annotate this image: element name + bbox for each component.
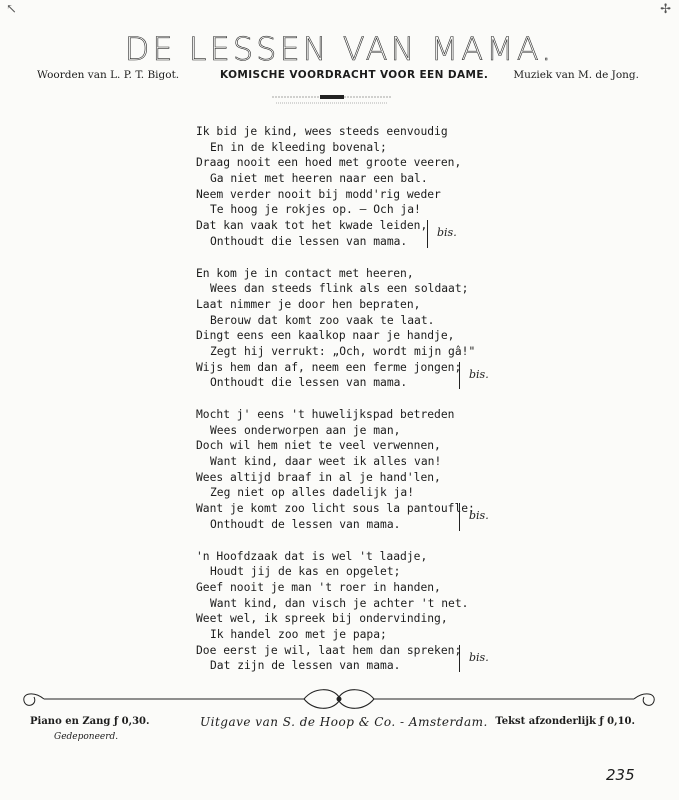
poem-line: Zegt hij verrukt: „Och, wordt mijn gâ!" xyxy=(210,344,476,358)
price-text: Tekst afzonderlijk ƒ 0,10. xyxy=(495,716,635,727)
poem-line: Doch wil hem niet te veel verwennen, xyxy=(196,439,441,453)
poem-line: Weet wel, ik spreek bij ondervinding, xyxy=(196,612,448,626)
deposited-mark: Gedeponeerd. xyxy=(54,732,119,742)
poem-line: Want kind, dan visch je achter 't net. xyxy=(210,596,469,610)
poem-line: Houdt jij de kas en opgelet; xyxy=(210,565,401,579)
corner-mark-right: ✢ xyxy=(660,2,671,17)
composer-credit: Muziek van M. de Jong. xyxy=(513,69,639,81)
repeat-brace xyxy=(459,362,464,389)
poem-line: Onthoudt de lessen van mama. xyxy=(210,517,401,531)
poem-line: Wees dan steeds flink als een soldaat; xyxy=(210,282,469,296)
repeat-mark: bis. xyxy=(469,367,489,381)
stanza xyxy=(196,549,489,675)
poem-line: Ik handel zoo met je papa; xyxy=(210,627,387,641)
poem-line: Doe eerst je wil, laat hem dan spreken; xyxy=(196,643,462,657)
poem-line: Dingt eens een kaalkop naar je handje, xyxy=(196,329,455,343)
poem-line: Neem verder nooit bij modd'rig weder xyxy=(196,187,441,201)
poem-line: En in de kleeding bovenal; xyxy=(210,140,387,154)
poem-line: En kom je in contact met heeren, xyxy=(196,266,414,280)
stanza xyxy=(196,266,489,392)
poem-line: Geef nooit je man 't roer in handen, xyxy=(196,580,441,594)
subtitle: KOMISCHE VOORDRACHT VOOR EEN DAME. xyxy=(220,69,489,81)
poem-line: Laat nimmer je door hen bepraten, xyxy=(196,297,421,311)
repeat-mark: bis. xyxy=(469,650,489,664)
poem-line: Ik bid je kind, wees steeds eenvoudig xyxy=(196,125,448,138)
poem-line: Draag nooit een hoed met groote veeren, xyxy=(196,156,462,170)
publisher-line: Uitgave van S. de Hoop & Co. - Amsterdam. xyxy=(200,715,488,729)
repeat-mark: bis. xyxy=(437,226,457,240)
repeat-brace xyxy=(459,645,464,672)
poem-line: Onthoudt die lessen van mama. xyxy=(210,234,408,248)
price-piano: Piano en Zang ƒ 0,30. xyxy=(30,716,150,727)
repeat-brace xyxy=(459,503,464,530)
repeat-mark: bis. xyxy=(469,509,489,523)
poem-line: Te hoog je rokjes op. — Och ja! xyxy=(210,203,421,217)
lyricist-credit: Woorden van L. P. T. Bigot. xyxy=(37,69,180,81)
poem-line: Dat kan vaak tot het kwade leiden, xyxy=(196,219,428,233)
poem-line: Dat zijn de lessen van mama. xyxy=(210,659,401,673)
poem-line: Wees altijd braaf in al je hand'len, xyxy=(196,470,441,484)
poem-line: Mocht j' eens 't huwelijkspad betreden xyxy=(196,408,455,421)
poem-line: Want kind, daar weet ik alles van! xyxy=(210,455,442,469)
footer-ornament xyxy=(14,683,664,719)
poem-line: Berouw dat komt zoo vaak te laat. xyxy=(210,313,435,327)
poem-line: Wees onderworpen aan je man, xyxy=(210,423,401,437)
corner-mark-left: ↖ xyxy=(6,2,17,17)
repeat-brace xyxy=(427,220,432,247)
ornamental-rule xyxy=(262,93,402,107)
page-number: 235 xyxy=(606,766,635,784)
poem-line: Ga niet met heeren naar een bal. xyxy=(210,172,428,186)
stanza xyxy=(196,407,489,533)
poem-line: Onthoudt die lessen van mama. xyxy=(210,376,408,390)
song-title: DE LESSEN VAN MAMA. xyxy=(124,30,555,68)
poem-line: 'n Hoofdzaak dat is wel 't laadje, xyxy=(196,549,428,563)
poem-body xyxy=(196,124,489,690)
poem-line: Wijs hem dan af, neem een ferme jongen; xyxy=(196,360,462,374)
poem-line: Zeg niet op alles dadelijk ja! xyxy=(210,486,415,500)
stanza xyxy=(196,124,475,250)
poem-line: Want je komt zoo licht sous la pantoufle; xyxy=(196,502,475,516)
